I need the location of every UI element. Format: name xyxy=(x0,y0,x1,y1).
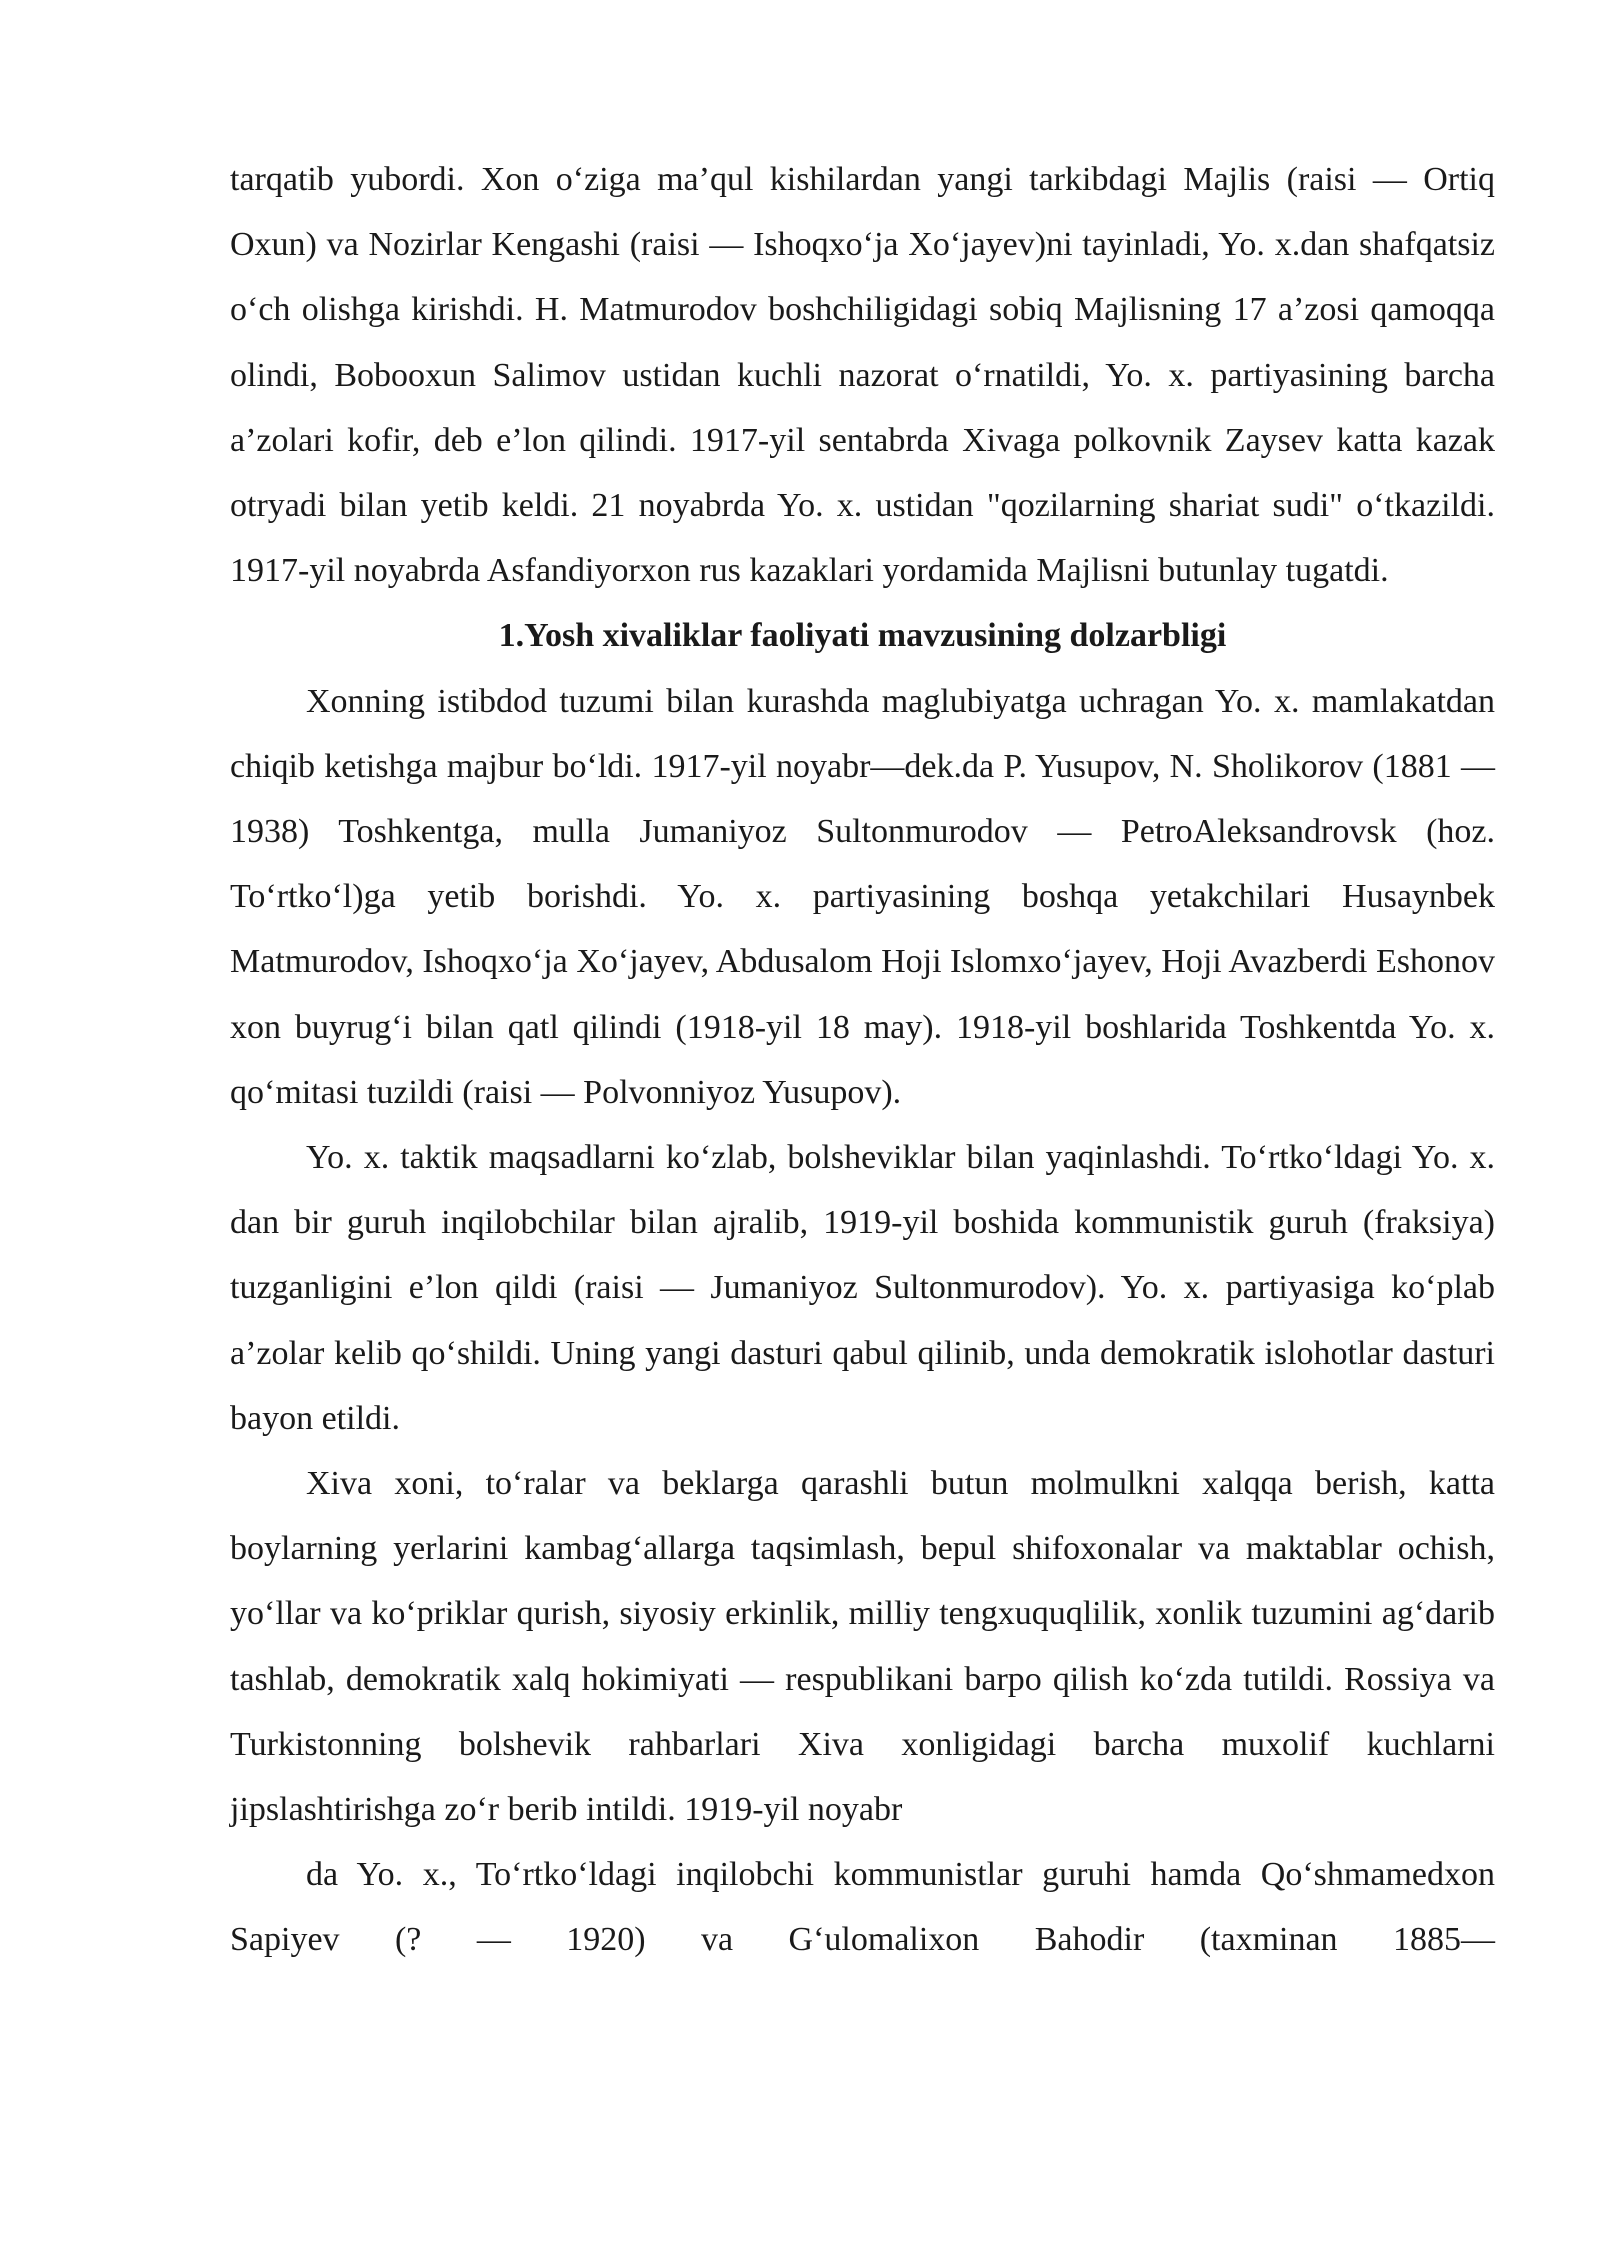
section-heading: 1.Yosh xivaliklar faoliyati mavzusining dolzarbligi xyxy=(498,617,1227,655)
document-page xyxy=(230,147,1495,1973)
paragraph-bolsheviks: Yo. x. taktik maqsadlarni ko‘zlab, bolsheviklar bilan yaqinlashdi. To‘rtko‘ldagi Yo. x. dan bir guruh inqilobchilar bilan ajralib, 1919-yil boshida kommunistik guruh (fraksiya) tuzganligini e’lon qildi (raisi — Jumaniyoz Sultonmurodov). Yo. x. partiyasiga ko‘plab a’zolar kelib qo‘shildi. Uning yangi dasturi qabul qilinib, unda demokratik islohotlar dasturi bayon etildi. xyxy=(230,1139,1495,1437)
paragraph-november: da Yo. x., To‘rtko‘ldagi inqilobchi kommunistlar guruhi hamda Qo‘shmamedxon Sapiyev (? — 1920) va G‘ulomalixon Bahodir (taxminan 1885— xyxy=(230,1856,1495,1959)
paragraph-program: Xiva xoni, to‘ralar va beklarga qarashli butun molmulkni xalqqa berish, katta boylarning yerlarini kambag‘allarga taqsimlash, bepul shifoxonalar va maktablar ochish, yo‘llar va ko‘priklar qurish, siyosiy erkinlik, milliy tengxuquqlilik, xonlik tuzumini ag‘darib tashlab, demokratik xalq hokimiyati — respublikani barpo qilish ko‘zda tutildi. Rossiya va Turkistonning bolshevik rahbarlari Xiva xonligidagi barcha muxolif kuchlarni jipslashtirishga zo‘r berib intildi. 1919-yil noyabr xyxy=(230,1465,1495,1829)
paragraph-exile: Xonning istibdod tuzumi bilan kurashda maglubiyatga uchragan Yo. x. mamlakatdan chiqib ketishga majbur bo‘ldi. 1917-yil noyabr—dek.da P. Yusupov, N. Sholikorov (1881 — 1938) Toshkentga, mulla Jumaniyoz Sultonmurodov — PetroAleksandrovsk (hoz. To‘rtko‘l)ga yetib borishdi. Yo. x. partiyasining boshqa yetakchilari Husaynbek Matmurodov, Ishoqxo‘ja Xo‘jayev, Abdusalom Hoji Islomxo‘jayev, Hoji Avazberdi Eshonov xon buyrug‘i bilan qatl qilindi (1918-yil 18 may). 1918-yil boshlarida Toshkentda Yo. x. qo‘mitasi tuzildi (raisi — Polvonniyoz Yusupov). xyxy=(230,682,1495,1111)
paragraph-intro: tarqatib yubordi. Xon o‘ziga ma’qul kishilardan yangi tarkibdagi Majlis (raisi — Ortiq Oxun) va Nozirlar Kengashi (raisi — Ishoqxo‘ja Xo‘jayev)ni tayinladi, Yo. x.dan shafqatsiz o‘ch olishga kirishdi. H. Matmurodov boshchiligidagi sobiq Majlisning 17 a’zosi qamoqqa olindi, Bobooxun Salimov ustidan kuchli nazorat o‘rnatildi, Yo. x. partiyasining barcha a’zolari kofir, deb e’lon qilindi. 1917-yil sentabrda Xivaga polkovnik Zaysev katta kazak otryadi bilan yetib keldi. 21 noyabrda Yo. x. ustidan "qozilarning shariat sudi" o‘tkazildi. 1917-yil noyabrda Asfandiyorxon rus kazaklari yordamida Majlisni butunlay tugatdi. xyxy=(230,161,1495,590)
